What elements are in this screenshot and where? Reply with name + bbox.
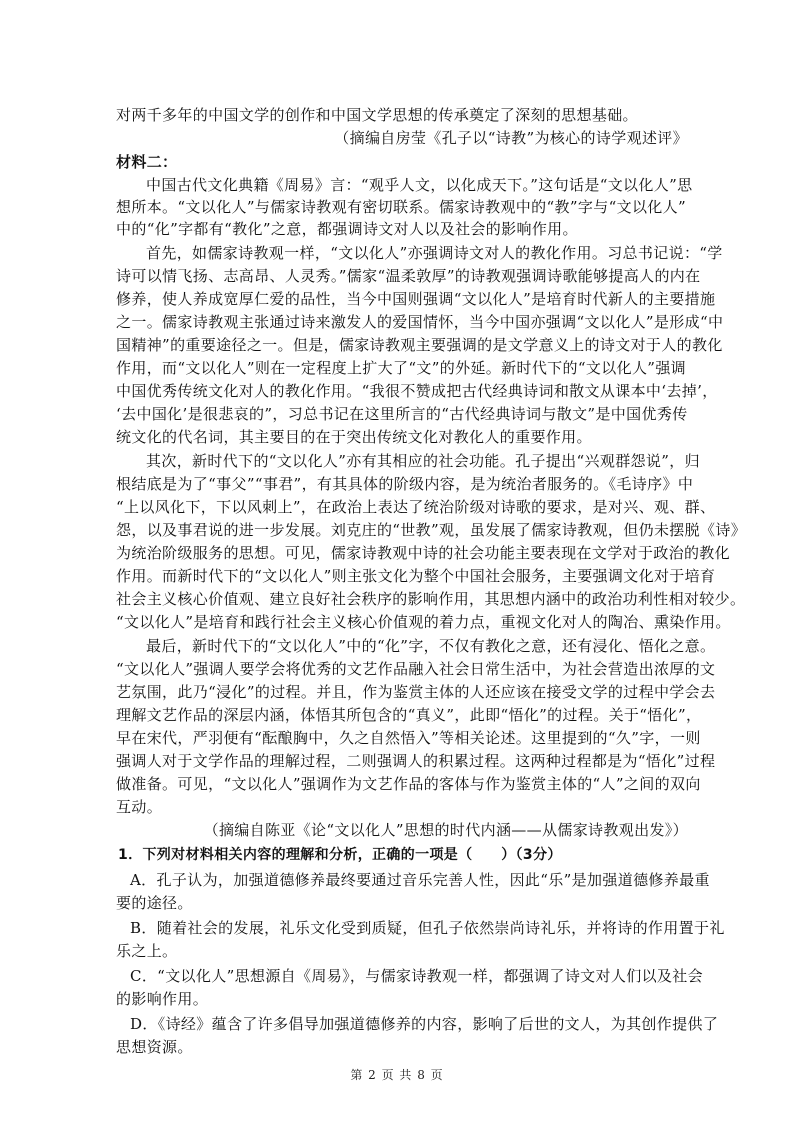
- paragraph-line: 最后，新时代下的“文以化人”中的“化”字，不仅有教化之意，还有浸化、悟化之意。: [146, 637, 716, 655]
- paragraph-line: 怨，以及事君说的进一步发展。刘克庄的“世教”观，虽发展了儒家诗教观，但仍未摆脱《诗》: [116, 521, 747, 539]
- paragraph-line: 其次，新时代下的“文以化人”亦有其相应的社会功能。孔子提出“兴观群怨说”，归: [146, 452, 700, 470]
- option-b-continued: 乐之上。: [116, 942, 178, 960]
- paragraph-line: 互动。: [116, 798, 163, 816]
- paragraph-line: 诗可以情飞扬、志高昂、人灵秀。”儒家“温柔敦厚”的诗教观强调诗歌能够提高人的内在: [116, 267, 701, 285]
- paragraph-line: 统文化的代名词，其主要目的在于突出传统文化对教化人的重要作用。: [116, 428, 592, 446]
- option-a: A．孔子认为，加强道德修养最终要通过音乐完善人性，因此“乐”是加强道德修养最重: [130, 871, 710, 889]
- paragraph-line: 作用，而“文以化人”则在一定程度上扩大了“文”的外延。新时代下的“文以化人”强调: [116, 359, 687, 377]
- page-number: 第 2 页 共 8 页: [350, 1068, 444, 1082]
- paragraph-line: 根结底是为了“事父”“事君”，有其具体的阶级内容，是为统治者服务的。《毛诗序》中: [116, 475, 694, 493]
- paragraph-line: 社会主义核心价值观、建立良好社会秩序的影响作用，其思想内涵中的政治功利性相对较少。: [116, 590, 746, 608]
- paragraph-line: 首先，如儒家诗教观一样，“文以化人”亦强调诗文对人的教化作用。习总书记说：“学: [146, 244, 723, 262]
- option-d: D．《诗经》蕴含了许多倡导加强道德修养的内容，影响了后世的文人，为其创作提供了: [130, 1015, 719, 1033]
- option-a-continued: 要的途径。: [116, 894, 193, 912]
- paragraph-line: 中国优秀传统文化对人的教化作用。“我很不赞成把古代经典诗词和散文从课本中‘去掉’，: [116, 382, 718, 400]
- paragraph-line: 国精神”的重要途径之一。但是，儒家诗教观主要强调的是文学意义上的诗文对于人的教化: [116, 336, 723, 354]
- paragraph-line: 中的“化”字都有“教化”之意，都强调诗文对人以及社会的影响作用。: [116, 220, 578, 238]
- paragraph-line: 强调人对于文学作品的理解过程，二则强调人的积累过程。这两种过程都是为“悟化”过程: [116, 752, 716, 770]
- option-c-continued: 的影响作用。: [116, 990, 209, 1008]
- paragraph-line: 之一。儒家诗教观主张通过诗来激发人的爱国情怀，当今中国亦强调“文以化人”是形成“中: [116, 313, 724, 331]
- paragraph-line: 为统治阶级服务的思想。可见，儒家诗教观中诗的社会功能主要表现在文学对于政治的教化: [116, 544, 731, 562]
- paragraph-line: 想所本。“文以化人”与儒家诗教观有密切联系。儒家诗教观中的“教”字与“文以化人”: [116, 198, 687, 216]
- paragraph-line: 作用。而新时代下的“文以化人”则主张文化为整个中国社会服务，主要强调文化对于培育: [116, 567, 716, 585]
- paragraph-line: 艺氛围，此乃“浸化”的过程。并且，作为鉴赏主体的人还应该在接受文学的过程中学会去: [116, 683, 716, 701]
- paragraph-line: 早在宋代，严羽便有“酝酿胸中，久之自然悟入”等相关论述。这里提到的“久”字，一则: [116, 729, 701, 747]
- paragraph-line: “文以化人”强调人要学会将优秀的文艺作品融入社会日常生活中，为社会营造出浓厚的文: [116, 660, 716, 678]
- paragraph-line: 理解文艺作品的深层内涵，体悟其所包含的“真义”，此即“悟化”的过程。关于“悟化”，: [116, 706, 702, 724]
- paragraph-line: 对两千多年的中国文学的创作和中国文学思想的传承奠定了深刻的思想基础。: [116, 106, 638, 124]
- option-b: B．随着社会的发展，礼乐文化受到质疑，但孔子依然崇尚诗礼乐，并将诗的作用置于礼: [130, 919, 725, 937]
- section-heading: 材料二：: [116, 153, 178, 171]
- paragraph-line: 中国古代文化典籍《周易》言：“观乎人文，以化成天下。”这句话是“文以化人”思: [146, 176, 693, 194]
- paragraph-line: ‘去中国化’是很悲哀的”，习总书记在这里所言的“古代经典诗词与散文”是中国优秀传: [116, 405, 688, 423]
- question-stem: 1．下列对材料相关内容的理解和分析，正确的一项是（ ）（3分）: [118, 847, 562, 863]
- source-citation: （摘编自房莹《孔子以“诗教”为核心的诗学观述评》: [334, 129, 688, 147]
- option-c: C．“文以化人”思想源自《周易》，与儒家诗教观一样，都强调了诗文对人们以及社会: [130, 967, 703, 985]
- paragraph-line: 做准备。可见，“文以化人”强调作为文艺作品的客体与作为鉴赏主体的“人”之间的双向: [116, 775, 701, 793]
- paragraph-line: 修养，使人养成宽厚仁爱的品性，当今中国则强调“文以化人”是培育时代新人的主要措施: [116, 290, 716, 308]
- source-citation: （摘编自陈亚《论“文以化人”思想的时代内涵——从儒家诗教观出发》）: [203, 821, 688, 839]
- paragraph-line: “上以风化下，下以风刺上”，在政治上表达了统治阶级对诗歌的要求，是对兴、观、群、: [116, 498, 716, 516]
- option-d-continued: 思想资源。: [116, 1038, 193, 1056]
- paragraph-line: “文以化人”是培育和践行社会主义核心价值观的着力点，重视文化对人的陶冶、熏染作用。: [116, 613, 731, 631]
